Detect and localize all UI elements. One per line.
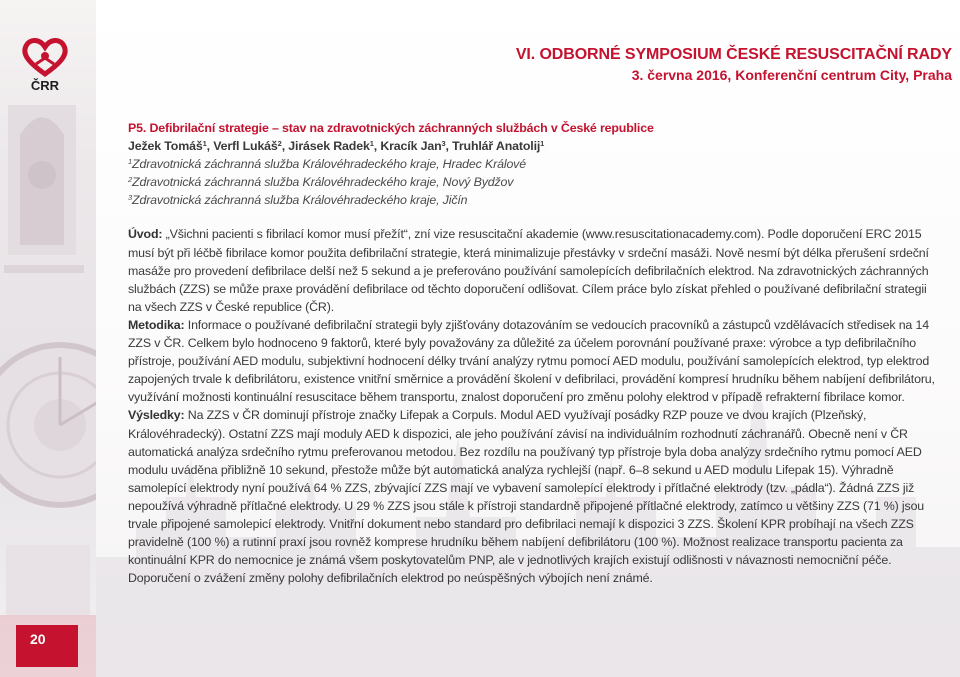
intro-paragraph [128,225,940,315]
abstract-title: P5. Defibrilační strategie – stav na zdravotnických záchranných službách v České republice [128,121,654,135]
author-name: Kracík Jan [380,139,442,154]
affiliation-text: Zdravotnická záchranná služba Královéhradeckého kraje, Nový Bydžov [132,175,514,190]
intro-label: Úvod: [128,227,163,242]
author-name: Truhlář Anatolij [452,139,541,154]
author-affiliation-marker: 2 [277,139,282,149]
affiliation-number: 1 [128,157,133,167]
results-label: Výsledky: [128,408,185,423]
author-affiliation-marker: 3 [441,139,446,149]
astronomical-clock-image [0,95,96,677]
affiliation-line [128,173,940,191]
intro-text: „Všichni pacienti s fibrilací komor musí přežít“, zní vize resuscitační akademie (www.resuscitationacademy.com). Podle doporučení ERC 2015 musí být při léčbě fibrilace komor použita defibrilační strategie, která minimalizuje přestávky v srdeční masáži. Nově nesmí být délka přerušení srdeční masáže pro provedení defibrilace delší než 5 sekund a je preferováno používání samolepících defibrilačních elektrod. Na zdravotnických záchranných službách (ZZS) se může praxe provádění defibrilace od těchto doporučení odlišovat. Cílem práce bylo získat přehled o používané defibrilační strategii na všech ZZS v České republice (ČR). [128,227,929,314]
crr-logo [20,36,70,92]
author-separator: , [281,139,289,154]
author-affiliation-marker: 1 [369,139,374,149]
abstract-body [128,225,940,587]
affiliation-number: 2 [128,175,133,185]
methods-text: Informace o používané defibrilační strategii byly zjišťovány dotazováním se vedoucích pracovníků a zástupců vzdělávacích středisek na 14 ZZS v ČR. Celkem bylo hodnoceno 9 faktorů, které byly považovány za důležité za účelem porovnání používané praxe: výrobce a typ defibrilačního přístroje, používání AED modulu, subjektivní hodnocení délky trvání analýzy rytmu pomocí AED modulu, používání samolepících elektrod, typ elektrod zapojených trvale k defibrilátoru, existence vnitřní směrnice a provádění školení v defibrilaci, provádění kompresí hrudníku během nabíjení defibrilátoru, využívání možnosti kontinuální resuscitace během transportu, znalost doporučení pro změnu polohy elektrod v případě refrakterní fibrilace komor. [128,317,935,405]
abstract [128,119,940,587]
event-header [516,44,952,86]
author-list [128,137,940,155]
event-title: VI. ODBORNÉ SYMPOSIUM ČESKÉ RESUSCITAČNÍ RADY [515,46,952,63]
logo-text: ČRR [30,78,60,92]
methods-label: Metodika: [128,317,185,332]
event-date-venue: 3. června 2016, Konferenční centrum City, Praha [631,67,952,83]
author-name: Jirásek Radek [288,139,370,154]
affiliation-number: 3 [128,193,133,203]
affiliation-text: Zdravotnická záchranná služba Královéhradeckého kraje, Hradec Králové [132,157,526,172]
author-separator: , [206,139,214,154]
page-number: 20 [30,631,46,647]
author-name: Verfl Lukáš [213,139,278,154]
author-affiliation-marker: 1 [540,139,545,149]
author-separator: , [373,139,381,154]
affiliation-list [128,155,940,209]
affiliation-text: Zdravotnická záchranná služba Královéhradeckého kraje, Jičín [132,193,468,208]
author-separator: , [445,139,453,154]
affiliation-line [128,191,940,209]
affiliation-line [128,155,940,173]
results-text: Na ZZS v ČR dominují přístroje značky Lifepak a Corpuls. Modul AED využívají posádky RZP pouze ve dvou krajích (Plzeňský, Královéhradecký). Ostatní ZZS mají moduly AED k dispozici, ale jeho používání závisí na individuálním rozhodnutí záchranářů. Obecně není v ČR automatická analýza srdečního rytmu preferovanou metodou. Bez rozdílu na používaný typ přístroje byla doba analýzy srdečního rytmu pomocí AED modulu uváděna přibližně 10 sekund, přestože může být automatická analýza rychlejší (např. 6–8 sekund u AED modulu Lifepak 15). Výhradně samolepící elektrody nyní používá 64 % ZZS, zbývající ZZS mají ve vybavení samolepící elektrody i přítlačné elektrody (tzv. „pádla“). Žádná ZZS již nepoužívá výhradně přítlačné elektrody. U 29 % ZZS jsou stále k přístroji standardně připojené přítlačné elektrody, zatímco u většiny ZZS (71 %) jsou trvale připojené samolepicí elektrody. Vnitřní dokument nebo standard pro defibrilaci nemají k dispozici 3 ZZS. Školení KPR probíhají na všech ZZS pravidelně (100 %) a rutinní praxí jsou rovněž komprese hrudníku během nabíjení defibrilátoru (100 %). Možnost realizace transportu pacienta za kontinuální KPR do nemocnice je známá všem poskytovatelům PNP, ale v jednotlivých krajích existují odlišnosti v návaznosti nemocniční péče. Doporučení o zvážení změny polohy defibrilačních elektrod po neúspěšných výbojích není známé. [128,408,925,586]
results-paragraph [128,406,940,587]
methods-paragraph [128,316,940,406]
author-affiliation-marker: 1 [202,139,207,149]
author-name: Ježek Tomáš [128,139,203,154]
